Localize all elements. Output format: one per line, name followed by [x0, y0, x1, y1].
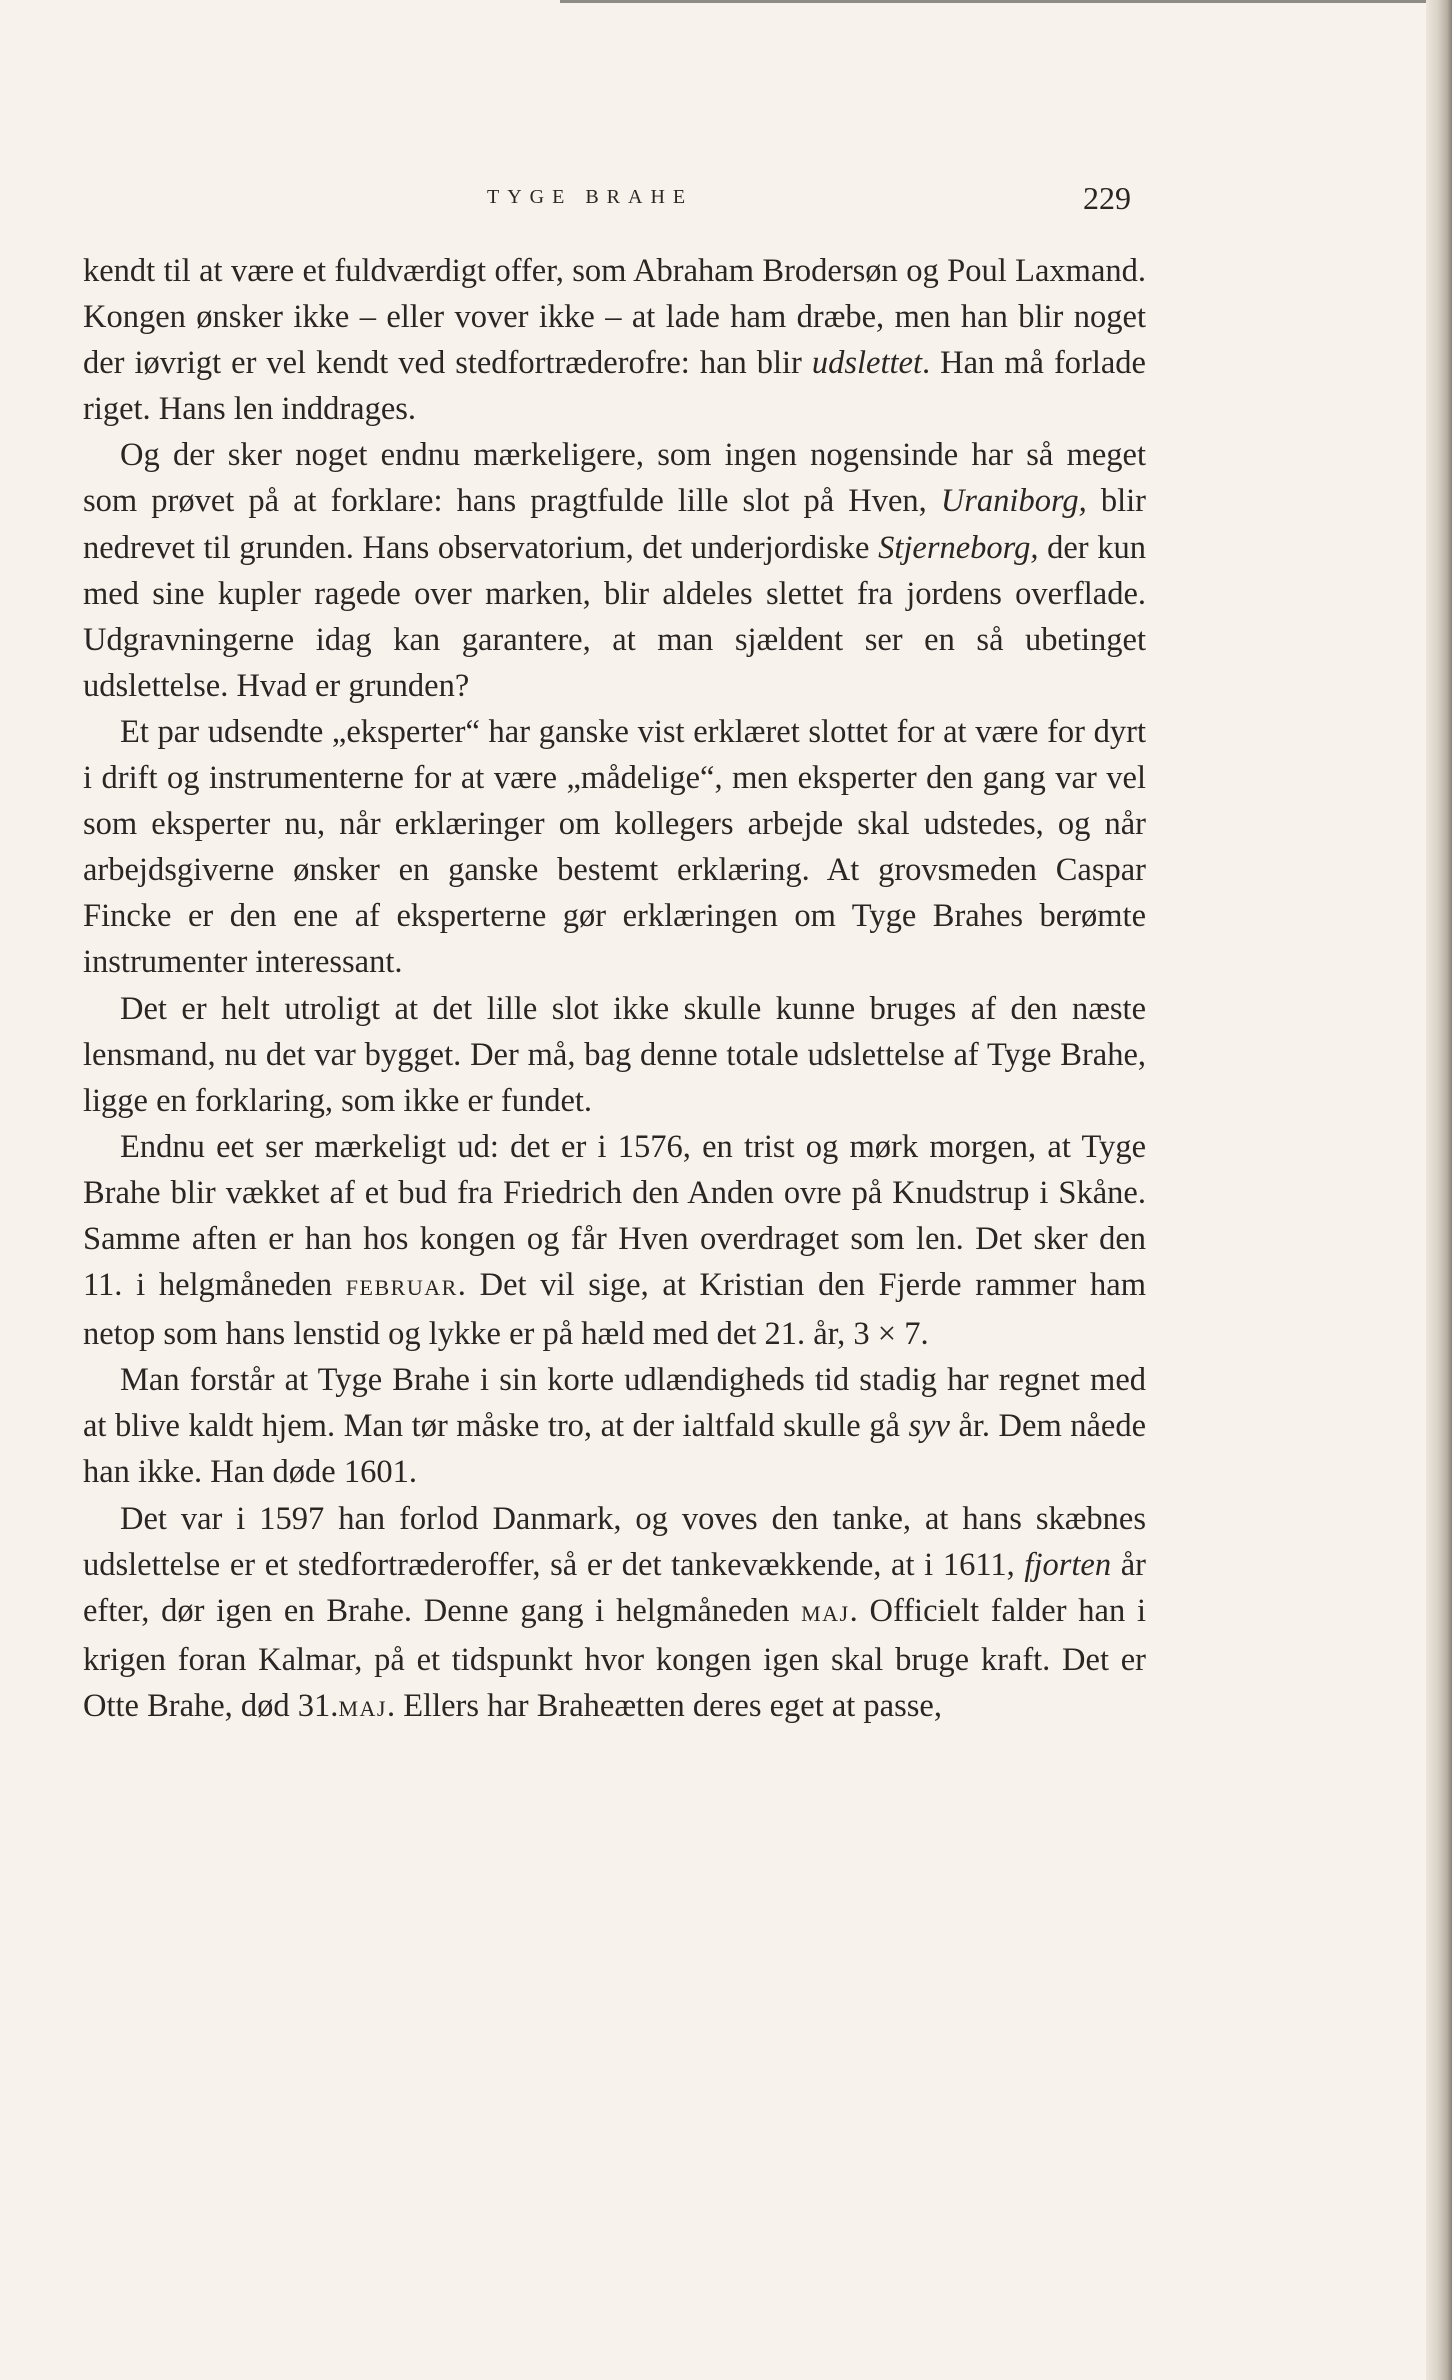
- paragraph-5: Endnu eet ser mærkeligt ud: det er i 1576, en trist og mørk morgen, at Tyge Brahe blir vækket af et bud fra Friedrich den Anden ovre på Knudstrup i Skåne. Samme aften er han hos kongen og får Hven overdraget som len. Det sker den 11. i helgmåneden FEBRUAR. Det vil sige, at Kristian den Fjerde rammer ham netop som hans lenstid og lykke er på hæld med det 21. år, 3 × 7.: [83, 1128, 1146, 1353]
- page-edge-shadow: [1426, 0, 1452, 2380]
- emphasis: udslettet: [811, 345, 922, 382]
- running-header: [0, 180, 1452, 220]
- paragraph-1: kendt til at være et fuldværdigt offer, som Abraham Brodersøn og Poul Laxmand. Kongen ønsker ikke – eller vover ikke – at lade ham dræbe, men han blir noget der iøvrigt er vel kendt ved stedfortræderofre: han blir udslettet. Han må forlade riget. Hans len inddrages.: [83, 253, 1146, 428]
- emphasis: Uraniborg,: [940, 483, 1087, 520]
- emphasis: fjorten: [1024, 1546, 1112, 1583]
- page-number: 229: [1083, 180, 1131, 216]
- emphasis: syv: [908, 1408, 950, 1445]
- paragraph-4: Det er helt utroligt at det lille slot ikke skulle kunne bruges af den næste lensmand, nu det var bygget. Der må, bag denne totale udslettelse af Tyge Brahe, ligge en forklaring, som ikke er fundet.: [83, 990, 1146, 1119]
- emphasis: Stjerneborg,: [878, 529, 1039, 566]
- small-caps: MAJ: [338, 1695, 387, 1721]
- paragraph-6: Man forstår at Tyge Brahe i sin korte udlændigheds tid stadig har regnet med at blive kaldt hjem. Man tør måske tro, at der ialtfald skulle gå syv år. Dem nåede han ikke. Han døde 1601.: [83, 1362, 1147, 1491]
- paragraph-7: Det var i 1597 han forlod Danmark, og voves den tanke, at hans skæbnes udslettelse er et stedfortræderoffer, så er det tankevækkende, at i 1611, fjorten år efter, dør igen en Brahe. Denne gang i helgmåneden MAJ. Officielt falder han i krigen foran Kalmar, på et tidspunkt hvor kongen igen skal bruge kraft. Det er Otte Brahe, død 31.MAJ. Ellers har Braheætten deres eget at passe,: [83, 1500, 1146, 1724]
- running-title: TYGE BRAHE: [487, 186, 694, 208]
- small-caps: MAJ: [801, 1600, 850, 1626]
- paragraph-3: Et par udsendte „eksperter“ har ganske vist erklæret slottet for at være for dyrt i drift og instrumenterne for at være „mådelige“, men eksperter den gang var vel som eksperter nu, når erklæringer om kollegers arbejde skal udstedes, og når arbejdsgiverne ønsker en ganske bestemt erklæring. At grovsmeden Caspar Fincke er den ene af eksperterne gør erklæringen om Tyge Brahes berømte instrumenter interessant.: [83, 713, 1146, 981]
- paragraph-2: Og der sker noget endnu mærkeligere, som ingen nogensinde har så meget som prøvet på at forklare: hans pragtfulde lille slot på Hven, Uraniborg, blir nedrevet til grunden. Hans observatorium, det underjordiske Stjerneborg, der kun med sine kupler ragede over marken, blir aldeles slettet fra jordens overflade. Udgravningerne idag kan garantere, at man sjældent ser en så ubetinget udslettelse. Hvad er grunden?: [83, 437, 1147, 704]
- body-text: [83, 248, 1146, 1732]
- small-caps: FEBRUAR: [345, 1275, 458, 1301]
- top-edge-line: [560, 0, 1452, 3]
